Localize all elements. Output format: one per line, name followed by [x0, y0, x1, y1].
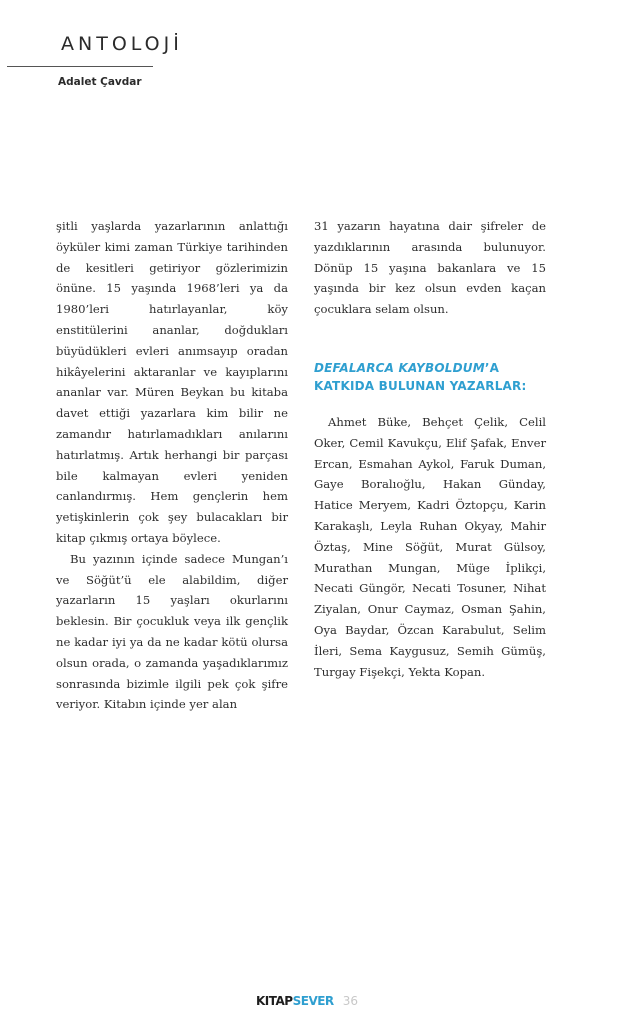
- body-paragraph: 31 yazarın hayatına dair şifreler de yazdıklarının arasında bulunuyor. Dönüp 15 yaşına bakanlara ve 15 yaşında bir kez olsun evden kaçan çocuklara selam olsun.: [314, 219, 546, 317]
- right-column: [314, 216, 546, 320]
- contributors-heading: [314, 359, 554, 395]
- author-name: Adalet Çavdar: [58, 76, 142, 88]
- brand-logo-part2: SEVER: [292, 994, 334, 1008]
- body-paragraph: Bu yazının içinde sadece Mungan’ı ve Söğüt’ü ele alabildim, diğer yazarların 15 yaşları okurlarını beklesin. Bir çocukluk veya ilk gençlik ne kadar iyi ya da ne kadar kötü olursa olsun orada, o zamanda yaşadıklarımız sonrasında bizimle ilgili pek çok şifre veriyor. Kitabın içinde yer alan: [56, 551, 288, 712]
- heading-line2: KATKIDA BULUNAN YAZARLAR:: [314, 379, 527, 393]
- brand-logo-part1: KITAP: [256, 994, 293, 1008]
- body-paragraph: şitli yaşlarda yazarlarının anlattığı öyküler kimi zaman Türkiye tarihinden de kesitleri getiriyor gözlerimizin önüne. 15 yaşında 1968’leri ya da 1980’leri hatırlayanlar, köy enstitülerini ananlar, doğdukları büyüdükleri evleri anımsayıp oradan hikâyelerini aktaranlar ve kayıplarını ananlar var. Müren Beykan bu kitaba davet ettiği yazarlara kim bilir ne zamandır hatırlamadıkları anılarını hatırlatmış. Artık herhangi bir parçası bile kalmayan evleri yeniden canlandırmış. Hem gençlerin hem yetişkinlerin çok şey bulacakları bir kitap çıkmış ortaya böylece.: [56, 219, 288, 545]
- page-number: 36: [342, 994, 358, 1008]
- page-footer: [256, 994, 358, 1008]
- contributors-list: Ahmet Büke, Behçet Çelik, Celil Oker, Cemil Kavukçu, Elif Şafak, Enver Ercan, Esmahan Aykol, Faruk Duman, Gaye Boralıoğlu, Hakan Günday, Hatice Meryem, Kadri Öztopçu, Karin Karakaşlı, Leyla Ruhan Okyay, Mahir Öztaş, Mine Söğüt, Murat Gülsoy, Murathan Mungan, Müge İplikçi, Necati Güngör, Necati Tosuner, Nihat Ziyalan, Onur Caymaz, Osman Şahin, Oya Baydar, Özcan Karabulut, Selim İleri, Sema Kaygusuz, Semih Gümüş, Turgay Fişekçi, Yekta Kopan.: [314, 415, 546, 679]
- section-title: ANTOLOJİ: [61, 33, 183, 55]
- heading-suffix: ’A: [484, 361, 500, 375]
- title-divider: [7, 66, 153, 67]
- book-title: DEFALARCA KAYBOLDUM: [314, 361, 485, 375]
- left-column: [56, 216, 288, 715]
